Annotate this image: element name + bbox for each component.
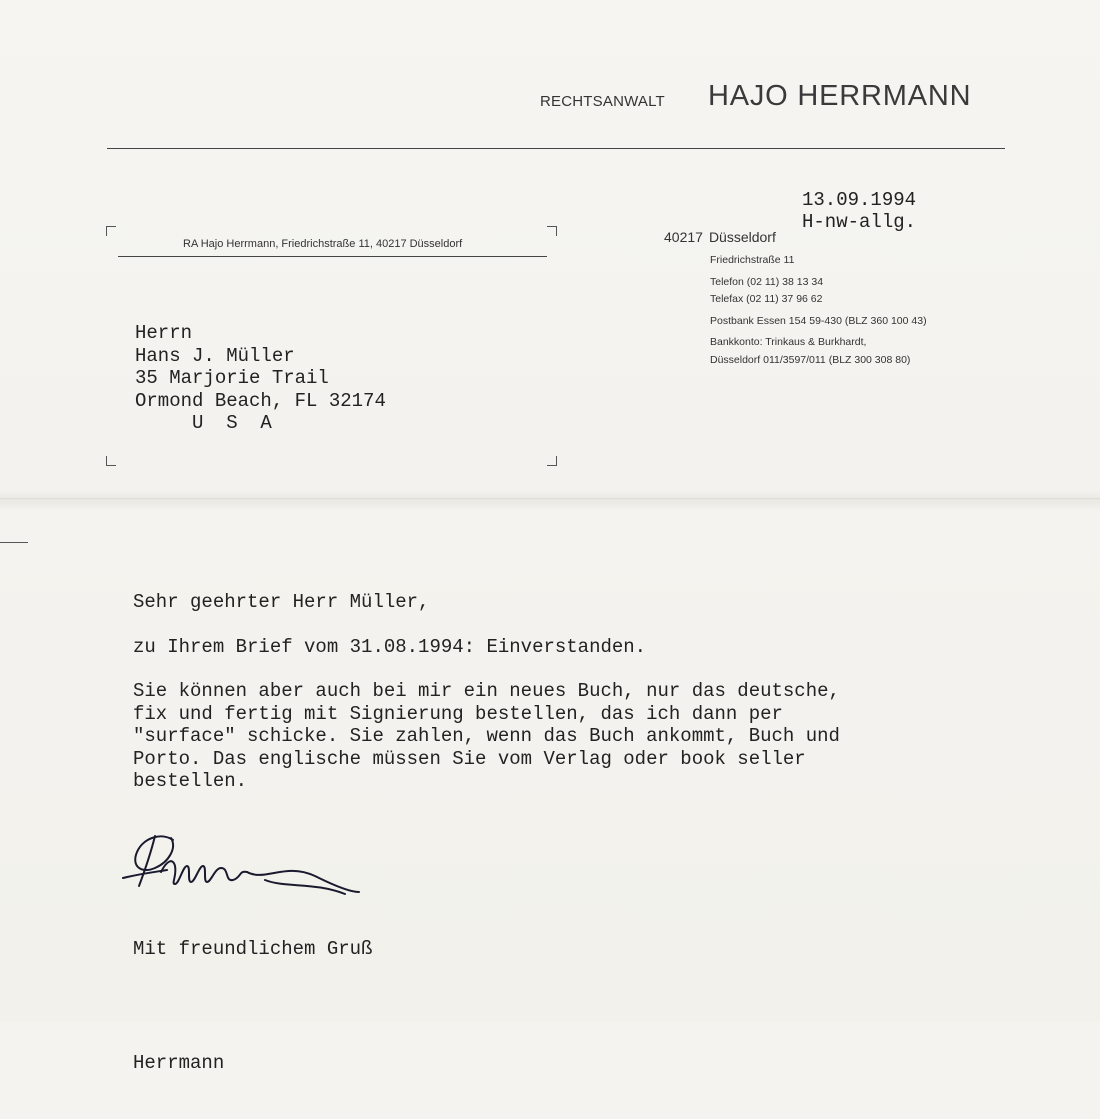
letterhead-divider bbox=[107, 148, 1005, 149]
paper-fold bbox=[0, 498, 1100, 501]
window-corner-top-left bbox=[106, 226, 116, 236]
letter-body bbox=[133, 591, 1013, 793]
window-corner-bottom-left bbox=[106, 456, 116, 466]
recipient-country: U S A bbox=[135, 412, 272, 434]
sender-telefax: Telefax (02 11) 37 96 62 bbox=[710, 293, 823, 305]
sender-details bbox=[710, 252, 927, 369]
return-address-rule bbox=[118, 256, 547, 257]
window-corner-bottom-right bbox=[547, 456, 557, 466]
paragraph-line: Porto. Das englische müssen Sie vom Verlag oder book seller bbox=[133, 747, 806, 770]
recipient-line: Hans J. Müller bbox=[135, 344, 295, 367]
sender-telefon: Telefon (02 11) 38 13 34 bbox=[710, 275, 824, 288]
closing-name: Herrmann bbox=[133, 1052, 225, 1074]
sender-postbank: Postbank Essen 154 59-430 (BLZ 360 100 43) bbox=[710, 314, 927, 327]
body-paragraph bbox=[133, 680, 1013, 793]
paragraph-line: Sie können aber auch bei mir ein neues Buch, nur das deutsche, bbox=[133, 680, 840, 702]
sender-street: Friedrichstraße 11 bbox=[710, 254, 795, 266]
paragraph-line: bestellen. bbox=[133, 770, 248, 792]
recipient-line: Ormond Beach, FL 32174 bbox=[135, 389, 386, 412]
sender-zip: 40217 bbox=[664, 229, 703, 245]
sender-bank-line2: Düsseldorf 011/3597/011 (BLZ 300 308 80) bbox=[710, 353, 911, 366]
closing-greeting: Mit freundlichem Gruß bbox=[133, 938, 373, 960]
recipient-line: 35 Marjorie Trail bbox=[135, 367, 329, 389]
letterhead-name: HAJO HERRMANN bbox=[708, 80, 972, 112]
letterhead-title: RECHTSANWALT bbox=[540, 93, 665, 110]
window-corner-top-right bbox=[547, 226, 557, 236]
paragraph-line: fix und fertig mit Signierung bestellen, das ich dann per bbox=[133, 702, 783, 725]
reference-line: zu Ihrem Brief vom 31.08.1994: Einverstanden. bbox=[133, 635, 647, 658]
sender-city-name: Düsseldorf bbox=[708, 229, 776, 245]
sender-city bbox=[664, 229, 776, 245]
salutation: Sehr geehrter Herr Müller, bbox=[133, 591, 430, 613]
handwritten-signature bbox=[115, 822, 375, 910]
paragraph-line: "surface" schicke. Sie zahlen, wenn das Buch ankommt, Buch und bbox=[133, 725, 840, 747]
return-address: RA Hajo Herrmann, Friedrichstraße 11, 40217 Düsseldorf bbox=[183, 238, 463, 250]
date-reference-block bbox=[802, 189, 916, 233]
letter-date: 13.09.1994 bbox=[802, 189, 917, 211]
recipient-address bbox=[135, 322, 386, 435]
letter-reference: H-nw-allg. bbox=[802, 211, 917, 233]
fold-mark bbox=[0, 542, 28, 543]
sender-bank-line1: Bankkonto: Trinkaus & Burkhardt, bbox=[710, 336, 867, 348]
recipient-line: Herrn bbox=[135, 322, 193, 344]
